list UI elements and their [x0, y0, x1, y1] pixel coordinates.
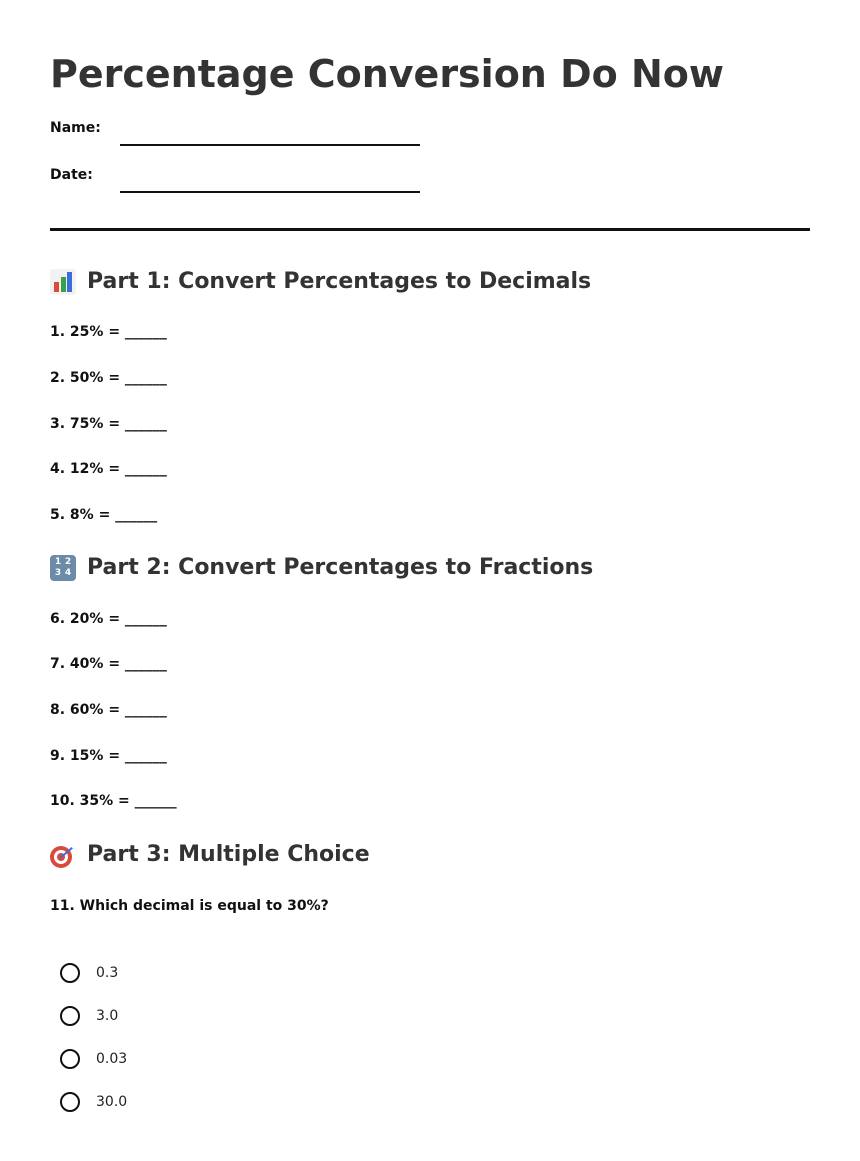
- choice-label: 0.03: [96, 1051, 128, 1067]
- question-9: 9. 15% = ______: [50, 748, 167, 764]
- question-11: 11. Which decimal is equal to 30%?: [50, 898, 329, 914]
- part1-heading: [50, 267, 591, 297]
- part1-heading-text: Part 1: Convert Percentages to Decimals: [87, 269, 592, 294]
- radio-button[interactable]: [60, 1006, 80, 1026]
- bar-chart-icon: [50, 269, 76, 295]
- radio-button[interactable]: [60, 963, 80, 983]
- radio-button[interactable]: [60, 1049, 80, 1069]
- question-8: 8. 60% = ______: [50, 702, 167, 718]
- question-4: 4. 12% = ______: [50, 461, 167, 477]
- name-label: Name:: [50, 120, 101, 136]
- choice-option-3[interactable]: [60, 1047, 127, 1071]
- choice-label: 30.0: [96, 1094, 128, 1110]
- part3-heading-text: Part 3: Multiple Choice: [87, 842, 370, 867]
- numbers-keycap-icon: 1 2 3 4: [50, 555, 76, 581]
- header-divider: [50, 228, 810, 231]
- choice-label: 0.3: [96, 965, 119, 981]
- question-5: 5. 8% = ______: [50, 507, 158, 523]
- radio-button[interactable]: [60, 1092, 80, 1112]
- date-label: Date:: [50, 167, 93, 183]
- part3-heading: [50, 840, 370, 870]
- part2-heading-text: Part 2: Convert Percentages to Fractions: [87, 555, 594, 580]
- choice-option-1[interactable]: [60, 961, 118, 985]
- part2-heading: [50, 553, 593, 583]
- question-3: 3. 75% = ______: [50, 416, 167, 432]
- target-dart-icon: [50, 842, 76, 868]
- choice-option-2[interactable]: [60, 1004, 118, 1028]
- date-field-row: [50, 163, 430, 193]
- page-title: Percentage Conversion Do Now: [50, 52, 724, 96]
- choice-label: 3.0: [96, 1008, 119, 1024]
- name-field-row: [50, 116, 430, 146]
- question-10: 10. 35% = ______: [50, 793, 177, 809]
- question-1: 1. 25% = ______: [50, 324, 167, 340]
- date-field[interactable]: [120, 191, 420, 193]
- question-2: 2. 50% = ______: [50, 370, 167, 386]
- name-field[interactable]: [120, 144, 420, 146]
- question-7: 7. 40% = ______: [50, 656, 167, 672]
- choice-option-4[interactable]: [60, 1090, 127, 1114]
- question-6: 6. 20% = ______: [50, 611, 167, 627]
